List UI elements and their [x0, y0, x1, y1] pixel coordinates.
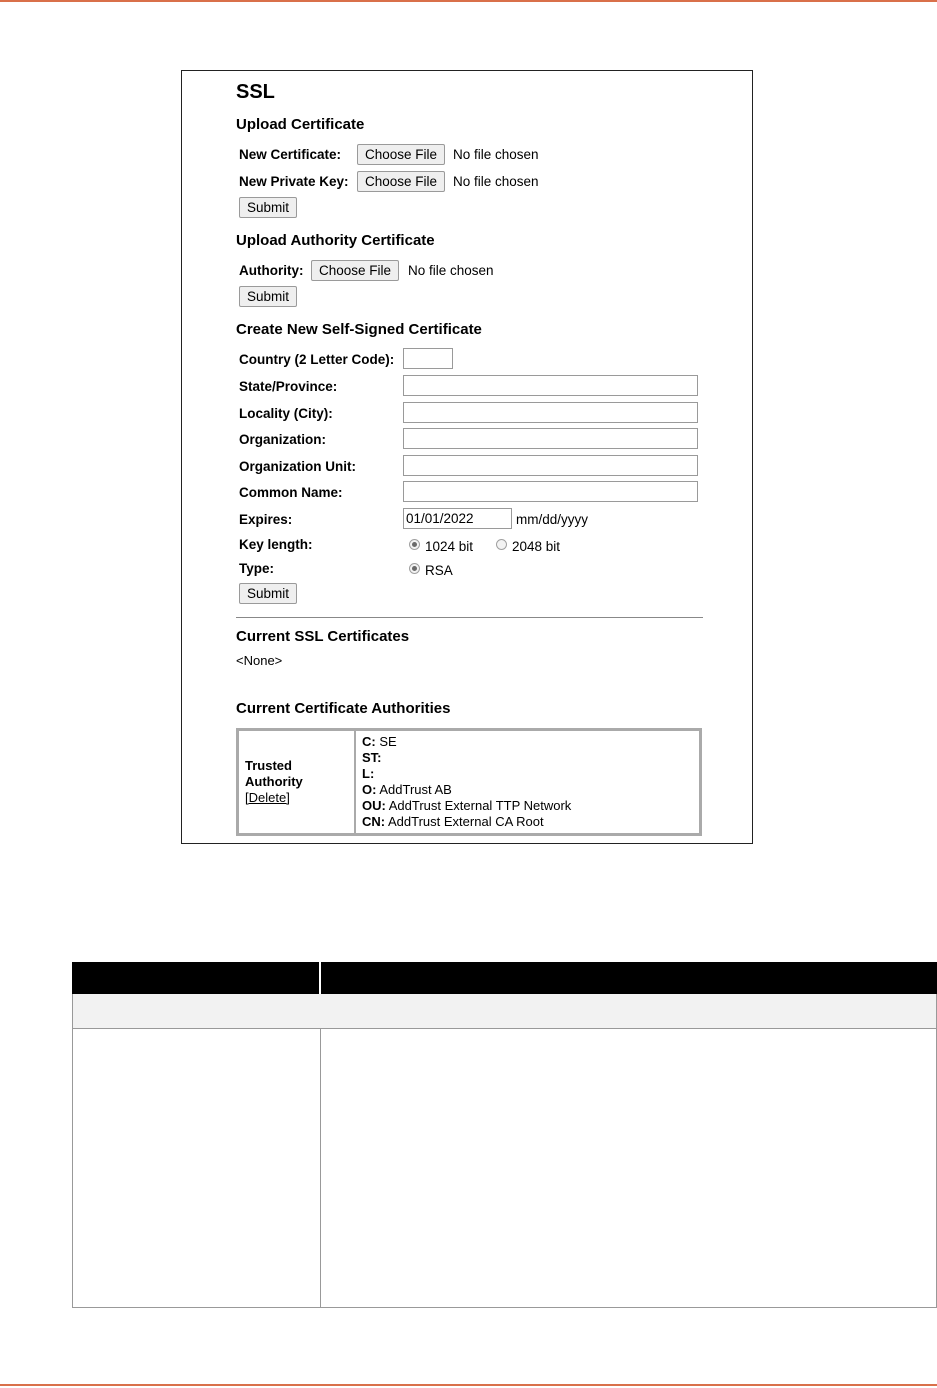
upload-authority-submit-button[interactable]: Submit — [239, 286, 297, 307]
authority-details-cell — [355, 730, 700, 834]
state-label: State/Province: — [239, 379, 338, 394]
self-signed-heading: Create New Self-Signed Certificate — [236, 321, 482, 338]
new-private-key-label: New Private Key: — [239, 174, 349, 189]
ssl-screenshot-panel — [181, 70, 753, 844]
type-rsa-label: RSA — [425, 563, 453, 578]
organization-input[interactable] — [403, 428, 698, 449]
field-ou: OU: AddTrust External TTP Network — [362, 798, 572, 813]
field-cn: CN: AddTrust External CA Root — [362, 814, 544, 829]
type-label: Type: — [239, 561, 275, 576]
upload-authority-heading: Upload Authority Certificate — [236, 232, 435, 249]
page-bottom-rule — [0, 1384, 937, 1386]
locality-input[interactable] — [403, 402, 698, 423]
field-c: C: SE — [362, 734, 397, 749]
settings-description-table — [72, 962, 937, 1308]
trusted-label: Trusted — [245, 758, 292, 773]
org-unit-input[interactable] — [403, 455, 698, 476]
page-top-rule — [0, 0, 937, 2]
field-l: L: — [362, 766, 375, 781]
table-header — [72, 962, 937, 994]
field-o: O: AddTrust AB — [362, 782, 452, 797]
new-certificate-choose-file-button[interactable]: Choose File — [357, 144, 445, 165]
expires-label: Expires: — [239, 512, 293, 527]
authority-choose-file-button[interactable]: Choose File — [311, 260, 399, 281]
self-signed-submit-button[interactable]: Submit — [239, 583, 297, 604]
upload-certificate-heading: Upload Certificate — [236, 116, 365, 133]
current-ssl-value: <None> — [236, 653, 283, 668]
table-row — [238, 730, 700, 834]
authority-word-label: Authority — [245, 774, 303, 789]
organization-label: Organization: — [239, 432, 326, 447]
org-unit-label: Organization Unit: — [239, 459, 356, 474]
expires-input[interactable] — [403, 508, 512, 529]
authority-label: Authority: — [239, 263, 304, 278]
delete-authority-link[interactable]: [Delete] — [245, 790, 290, 805]
key-1024-label: 1024 bit — [425, 539, 474, 554]
page-title: SSL — [236, 81, 275, 103]
column-separator — [320, 1029, 321, 1307]
expires-format-hint: mm/dd/yyyy — [516, 512, 589, 527]
common-name-input[interactable] — [403, 481, 698, 502]
upload-certificate-submit-button[interactable]: Submit — [239, 197, 297, 218]
field-st: ST: — [362, 750, 382, 765]
key-length-label: Key length: — [239, 537, 313, 552]
new-certificate-file-status: No file chosen — [453, 147, 539, 162]
new-private-key-file-status: No file chosen — [453, 174, 539, 189]
type-rsa-radio[interactable] — [409, 563, 420, 574]
section-divider — [236, 617, 703, 618]
current-ssl-heading: Current SSL Certificates — [236, 628, 410, 645]
key-1024-radio[interactable] — [409, 539, 420, 550]
authority-file-status: No file chosen — [408, 263, 494, 278]
current-authorities-heading: Current Certificate Authorities — [236, 700, 451, 717]
authority-label-cell — [238, 730, 355, 834]
authorities-table — [236, 728, 702, 836]
new-private-key-choose-file-button[interactable]: Choose File — [357, 171, 445, 192]
locality-label: Locality (City): — [239, 406, 333, 421]
country-input[interactable] — [403, 348, 453, 369]
key-2048-radio[interactable] — [496, 539, 507, 550]
key-2048-label: 2048 bit — [512, 539, 561, 554]
table-section-row — [72, 994, 937, 1029]
new-certificate-label: New Certificate: — [239, 147, 342, 162]
state-input[interactable] — [403, 375, 698, 396]
country-label: Country (2 Letter Code): — [239, 352, 395, 367]
common-name-label: Common Name: — [239, 485, 343, 500]
table-row — [72, 1029, 937, 1308]
header-separator — [319, 962, 321, 994]
